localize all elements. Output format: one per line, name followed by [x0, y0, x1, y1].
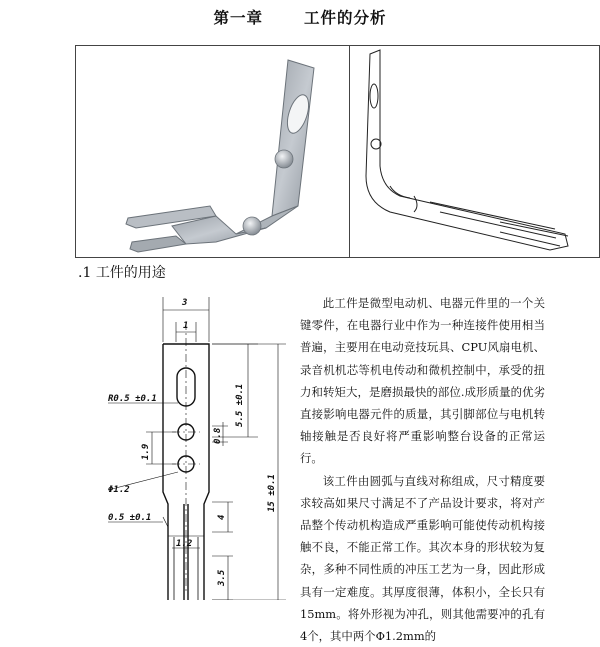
paragraph-1: 此工件是微型电动机、电器元件里的一个关键零件，在电器行业中作为一种连接件使用相当普遍，主要用在电动竞技玩具、CPU风扇电机、录音机机芯等机电传动和微机控制中，承受的扭力和转矩大，是磨损最快的部位.成形质量的优劣直接影响电器元件的质量，其引脚部位与电机转轴接触是否良好将严重影响整台设备的正常运行。 [300, 296, 545, 466]
dim-slot-length: 5.5 ±0.1 [235, 383, 245, 427]
dim-hole-pitch: 1.9 [141, 443, 151, 460]
dim-small: 4 [217, 514, 227, 520]
body-text [300, 292, 545, 647]
dim-edge: 0.5 ±0.1 [108, 513, 152, 523]
engineering-drawing [88, 292, 288, 600]
part-3d-render [76, 46, 348, 257]
part-illustration-frame [75, 45, 600, 258]
dim-slot-radius: R0.5 ±0.1 [108, 394, 157, 404]
part-line-drawing [350, 46, 600, 257]
dim-bottom: 1.2 [176, 539, 193, 549]
section-title: 工件的用途 [95, 265, 166, 281]
dim-inner-width: 1 [183, 321, 189, 331]
section-number: .1 [78, 265, 92, 281]
dim-hole-diameter: Φ1.2 [108, 485, 130, 495]
dim-total-length: 15 ±0.1 [267, 474, 277, 512]
dim-tail: 3.5 [217, 569, 227, 586]
dim-top-width: 3 [182, 298, 188, 308]
chapter-title: 第一章 工件的分析 [213, 9, 387, 27]
paragraph-2: 该工件由圆弧与直线对称组成，尺寸精度要求较高如果尺寸满足不了产品设计要求，将对产品整个传动机构造成严重影响可能使传动机构接触不良，不能正常工作。其次本身的形状较为复杂，多种不同性质的冲压工艺为一身，因此形成具有一定难度。其厚度很薄，体积小，全长只有15mm。将外形视为冲孔，则其他需要冲的孔有4个，其中两个Φ1.2mm的 [300, 473, 545, 644]
section-heading [78, 262, 166, 282]
dim-gap: 0.8 [213, 427, 223, 444]
